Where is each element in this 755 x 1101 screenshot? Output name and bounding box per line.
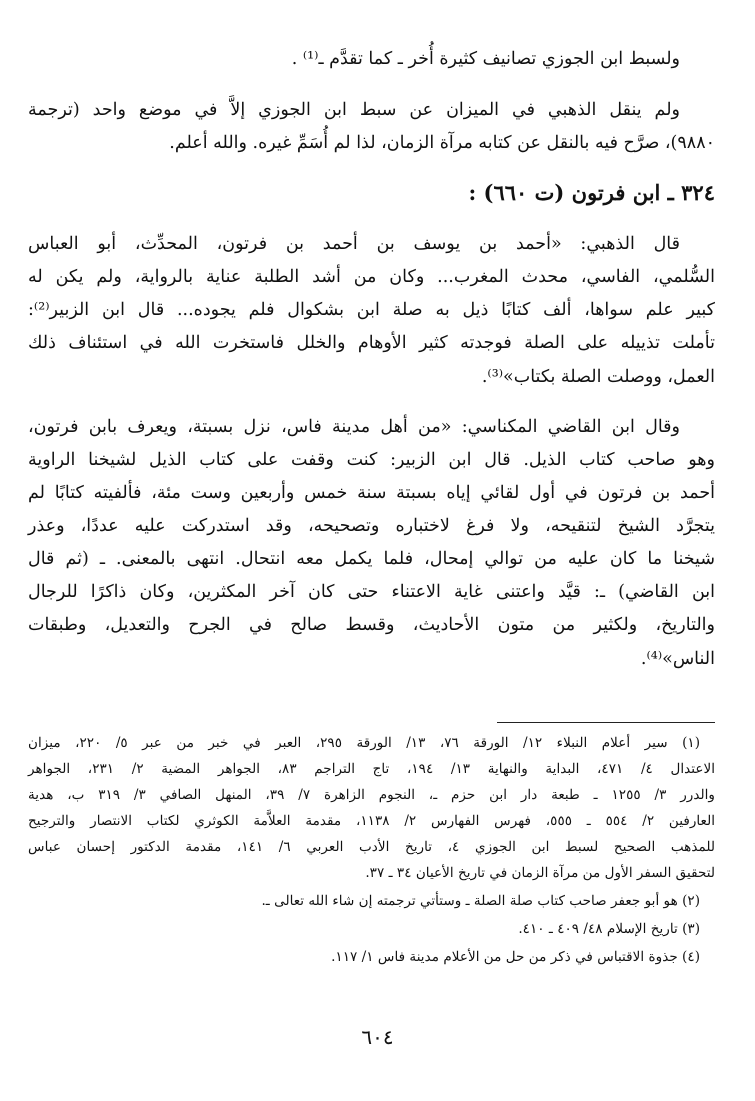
footnote-line: العارفين ٢/ ٥٥٤ ـ ٥٥٥، فهرس الفهارس ٢/ ١١٣٨، مقدمة العلاَّمة الكوثري لكتاب الانتصار والترجيح <box>28 813 716 829</box>
body-line: كبير علم سواها، ألف كتابًا ذيل به صلة ابن بشكوال فلم يجوده... قال ابن الزبير⁽²⁾: <box>28 300 715 320</box>
body-line: وهو صاحب كتاب الذيل. قال ابن الزبير: كنت وقفت على كتاب الذيل لشيخنا الراوية <box>28 450 715 470</box>
body-line: والتاريخ، ولكثير من متون الأحاديث، وقسط صالح في الجرح والتعديل، وطبقات <box>28 615 715 635</box>
page-number: ٦٠٤ <box>361 1025 394 1049</box>
body-line: أحمد بن فرتون في أول لقائي إياه بسبتة سنة خمس وأربعين وست مئة، فألفيته كتابًا لم <box>28 483 715 503</box>
footnote-line: (٤) جذوة الاقتباس في ذكر من حل من الأعلام مدينة فاس ١/ ١١٧. <box>331 949 700 965</box>
body-line: ابن القاضي) ـ: قيَّد واعتنى غاية الاعتناء حتى كان آخر المكثرين، وكان ذاكرًا للرجال <box>28 582 715 602</box>
footnote-line: والدرر ٣/ ١٢٥٥ ـ طبعة دار ابن حزم ـ، النجوم الزاهرة ٧/ ٣٩، المنهل الصافي ٣/ ٣١٩ ب، هدية <box>28 787 715 803</box>
body-line: الناس»⁽⁴⁾. <box>640 649 715 669</box>
body-line: العمل، ووصلت الصلة بكتاب»⁽³⁾. <box>481 367 715 387</box>
body-line: السُّلمي، الفاسي، محدث المغرب... وكان من أشد الطلبة عناية بالرواية، ولم يكن له <box>28 267 715 287</box>
entry-heading: ٣٢٤ ـ ابن فرتون (ت ٦٦٠) : <box>468 180 715 205</box>
body-line: شيخنا ما كان عليه من توالي إمحال، فلما يكمل معه انتحال. انتهى بالمعنى. ـ (ثم قال <box>28 549 715 569</box>
body-line: قال الذهبي: «أحمد بن يوسف بن أحمد بن فرتون، المحدِّث، أبو العباس <box>28 234 680 254</box>
body-line: تأملت تذييله على الصلة فوجدته كثير الأوهام والخلل فاستخرت الله في استئناف ذلك <box>28 333 715 353</box>
footnote-line: (٣) تاريخ الإسلام ٤٨/ ٤٠٩ ـ ٤١٠. <box>518 921 700 937</box>
body-line: ولم ينقل الذهبي في الميزان عن سبط ابن الجوزي إلاَّ في موضع واحد (ترجمة <box>28 100 680 120</box>
footnote-line: الاعتدال ٤/ ٤٧١، البداية والنهاية ١٣/ ١٩٤، تاج التراجم ٨٣، الجواهر المضية ٢/ ٢٣١، الجواهر <box>28 761 716 777</box>
body-line: ٩٨٨٠)، صرَّح فيه بالنقل عن كتابه مرآة الزمان، لذا لم أُسَمِّ غيره. والله أعلم. <box>169 133 715 153</box>
footnote-line: لتحقيق السفر الأول من مرآة الزمان في تاريخ الأعيان ٣٤ ـ ٣٧. <box>365 865 715 881</box>
body-line: ولسبط ابن الجوزي تصانيف كثيرة أُخر ـ كما تقدَّم ـ⁽¹⁾ . <box>291 49 680 69</box>
body-line: وقال ابن القاضي المكناسي: «من أهل مدينة فاس، نزل بسبتة، ويعرف بابن فرتون، <box>28 417 680 437</box>
footnote-line: (١) سير أعلام النبلاء ١٢/ الورقة ٧٦، ١٣/ الورقة ٢٩٥، العبر في خبر من عبر ٥/ ٢٢٠، ميزان <box>28 735 700 751</box>
footnote-line: (٢) هو أبو جعفر صاحب كتاب صلة الصلة ـ وستأتي ترجمته إن شاء الله تعالى ـ. <box>261 893 700 909</box>
body-line: يتجرَّد الشيخ لتنقيحه، ولا فرغ لاختباره وتصحيحه، وقد استدركت عليه عددًا، وعذر <box>28 516 715 536</box>
footnote-separator <box>497 722 715 723</box>
footnote-line: للمذهب الصحيح لسبط ابن الجوزي ٤، تاريخ الأدب العربي ٦/ ١٤١، مقدمة الدكتور إحسان عباس <box>28 839 715 855</box>
